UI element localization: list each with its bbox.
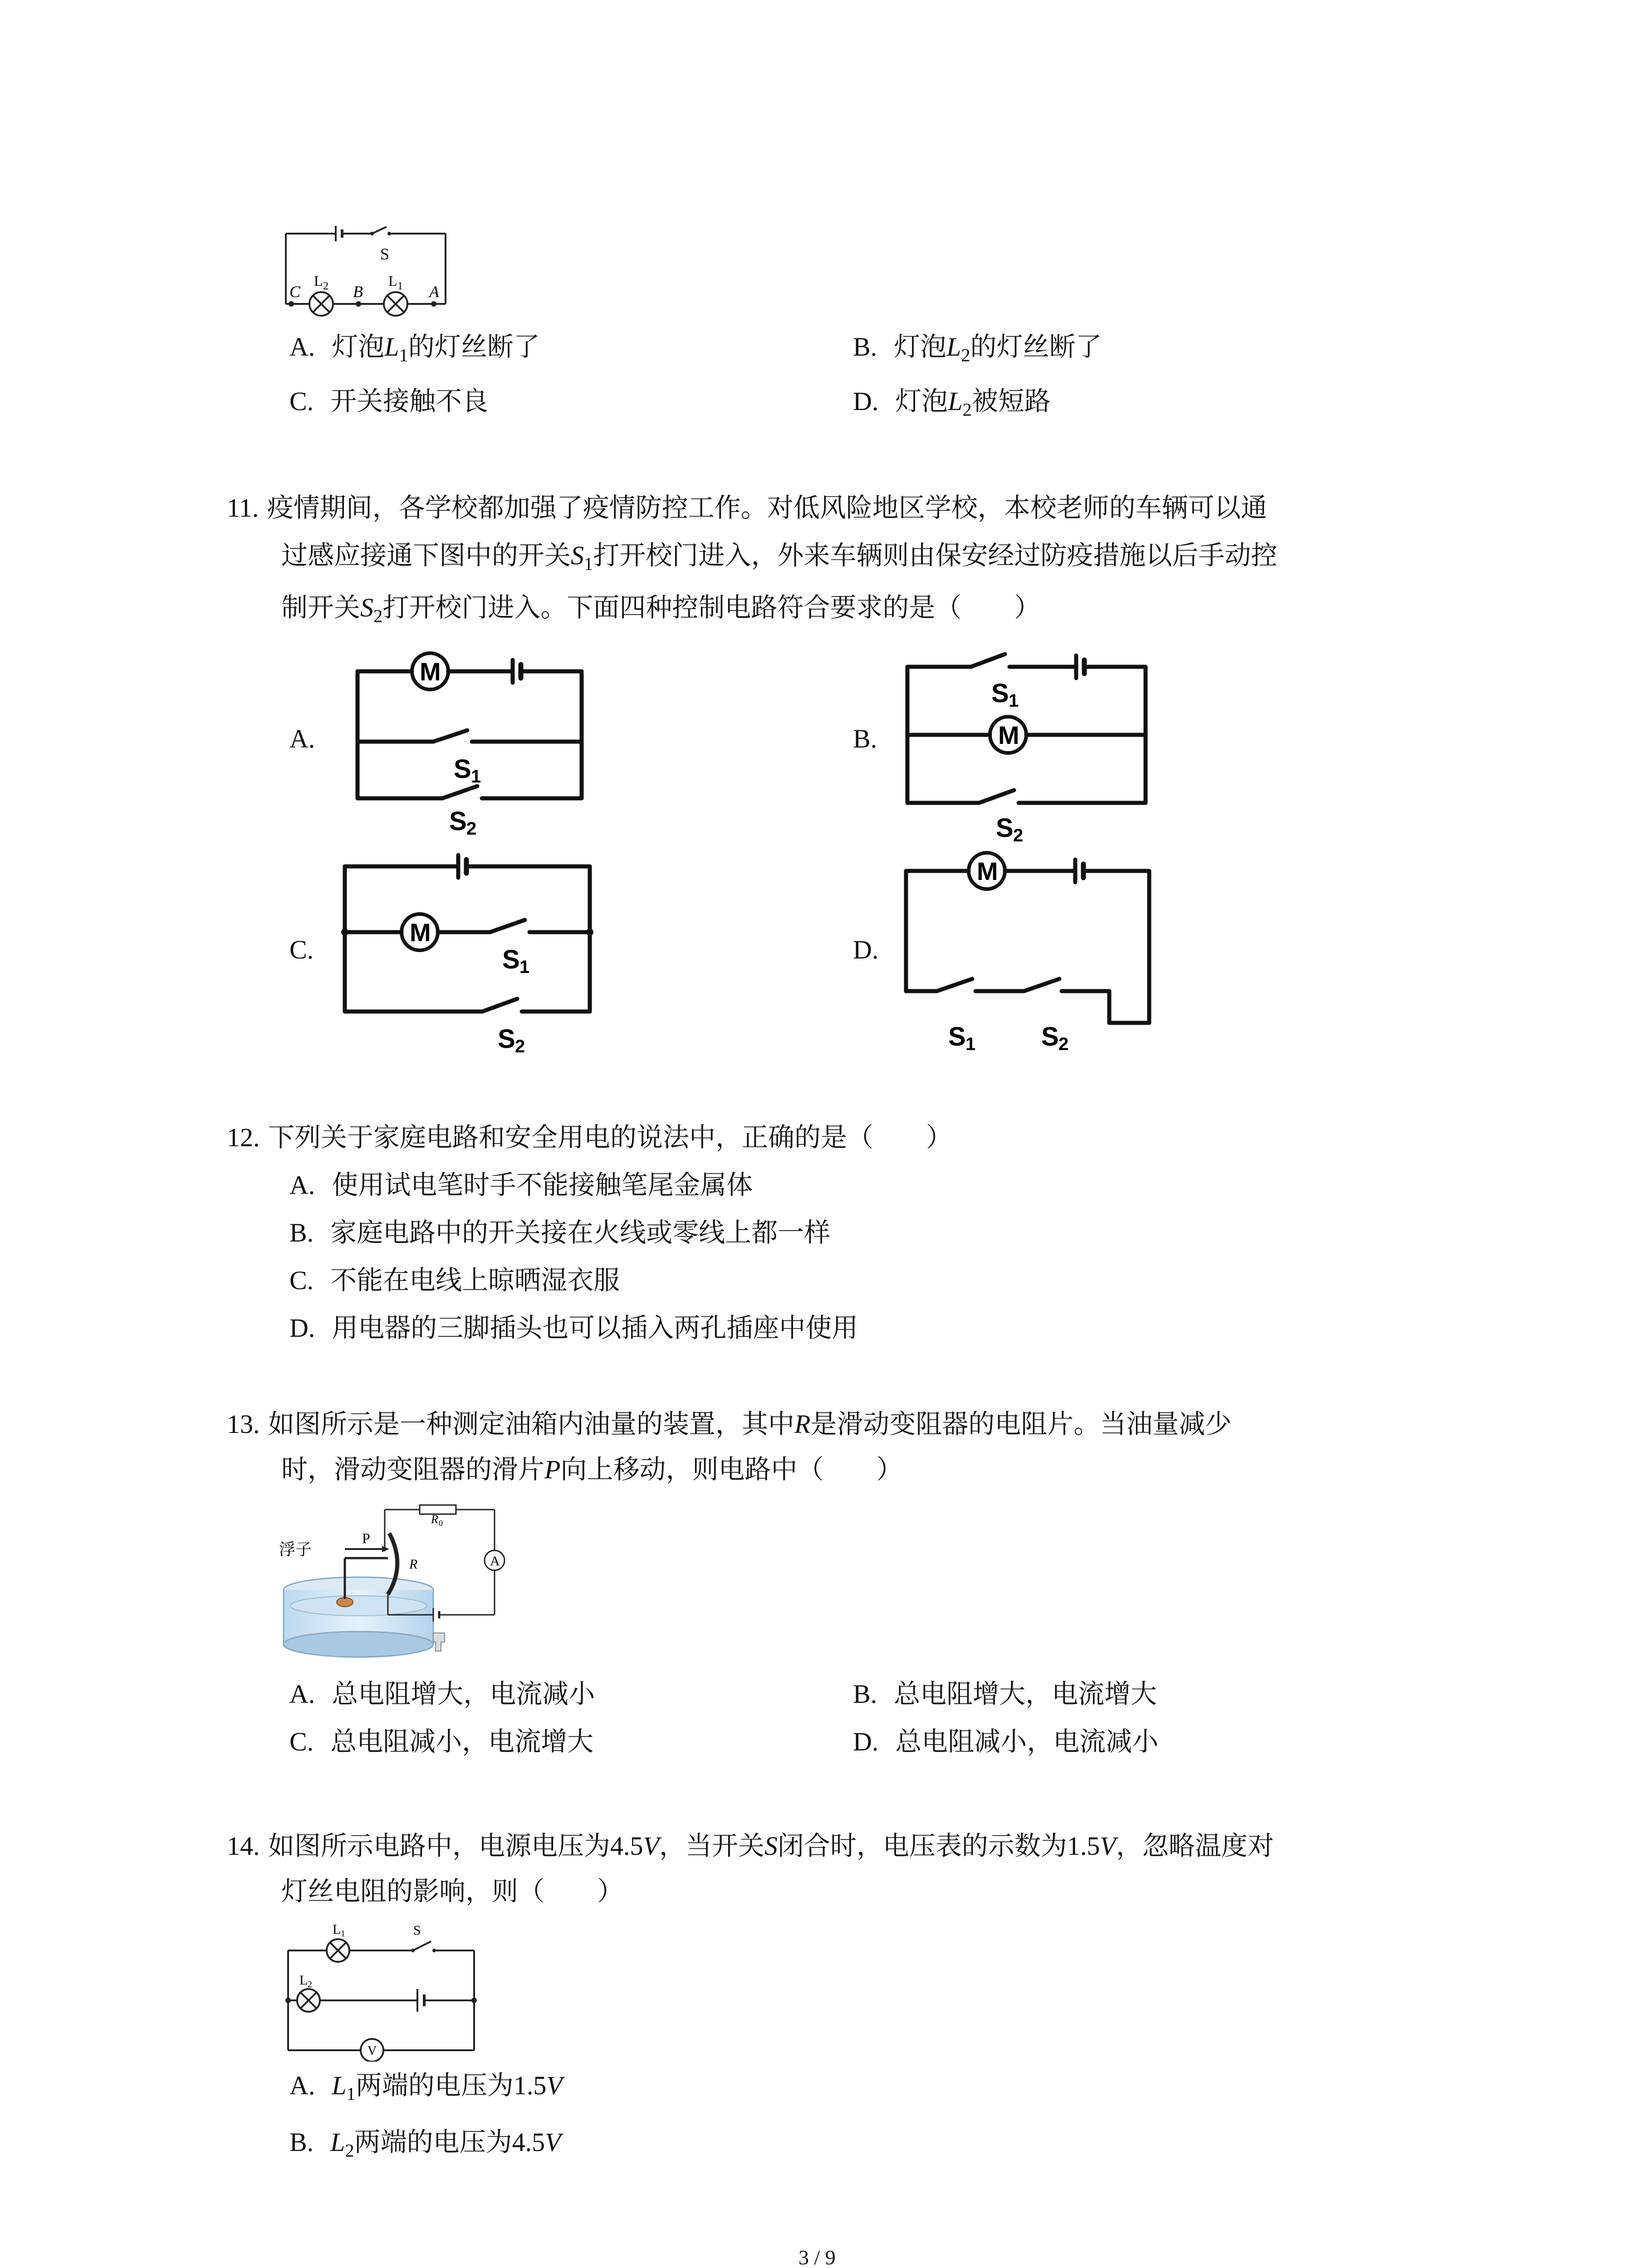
q14-option-a[interactable] <box>289 2072 563 2103</box>
q11-circuit-c <box>338 844 601 1057</box>
option-text: 总电阻增大，电流减小 <box>332 1678 595 1709</box>
stem-text: ，忽略温度对 <box>1116 1830 1274 1861</box>
q13-option-c[interactable] <box>289 1728 593 1755</box>
stem-sub: 1 <box>584 553 593 574</box>
q10-label-l1: L <box>388 273 397 289</box>
option-label: B. <box>289 1218 314 1247</box>
q10-label-l2-sub: 2 <box>323 280 328 292</box>
option-label: D. <box>853 386 879 416</box>
stem-text: ，当开关 <box>659 1830 764 1861</box>
option-var: L <box>332 2071 347 2100</box>
q14-stem-line2 <box>281 1878 623 1904</box>
resistor-r0-sub: 0 <box>439 1519 443 1528</box>
q10-label-s: S <box>380 245 390 263</box>
motor-label: M <box>410 918 431 947</box>
option-label: C. <box>289 1727 314 1756</box>
option-sub: 1 <box>399 345 408 366</box>
option-label: C. <box>289 1266 314 1295</box>
stem-text: 打开校门进入。下面四种控制电路符合要求的是（ ） <box>382 592 1041 623</box>
lamp-l2-sub: 2 <box>308 1980 312 1989</box>
stem-var: R <box>794 1409 811 1439</box>
option-label: A. <box>289 2071 315 2100</box>
q12-option-c[interactable] <box>289 1267 620 1294</box>
switch-s1-label: S <box>502 945 520 974</box>
option-label: B. <box>289 2127 314 2157</box>
lamp-l1-sub: 1 <box>341 1929 345 1939</box>
switch-s2-label: S <box>449 807 467 835</box>
option-text: 总电阻减小，电流增大 <box>330 1726 594 1757</box>
option-text: 的灯丝断了 <box>970 331 1102 362</box>
option-sub: 2 <box>961 345 970 366</box>
q13-option-b[interactable] <box>853 1678 1157 1709</box>
option-text: 使用试电笔时手不能接触笔尾金属体 <box>332 1169 753 1200</box>
q11-option-b[interactable]: B. <box>853 724 877 753</box>
switch-s1-label: S <box>991 679 1009 708</box>
switch-s2-label: S <box>1041 1022 1059 1051</box>
stem-text: 向上移动，则电路中（ ） <box>560 1454 903 1485</box>
stem-sub: 2 <box>373 606 383 626</box>
question-number: 12. <box>227 1123 260 1152</box>
question-number: 13. <box>227 1409 260 1439</box>
q13-option-d[interactable] <box>853 1728 1158 1755</box>
stem-value: 4.5 <box>610 1831 643 1861</box>
option-text: 两端的电压为 <box>354 2126 512 2157</box>
option-text: 家庭电路中的开关接在火线或零线上都一样 <box>330 1217 831 1248</box>
option-text: 灯泡 <box>894 331 947 362</box>
option-unit: V <box>545 2127 561 2157</box>
q10-option-b[interactable] <box>853 333 1102 365</box>
switch-s2-sub: 2 <box>1013 826 1024 844</box>
switch-s2-label: S <box>996 813 1014 843</box>
stem-text: 下列关于家庭电路和安全用电的说法中，正确的是（ ） <box>268 1122 952 1153</box>
option-unit: V <box>546 2071 563 2100</box>
q14-stem-line1 <box>227 1830 1274 1861</box>
q13-option-a[interactable] <box>289 1678 595 1709</box>
switch-s-label: S <box>413 1923 421 1938</box>
switch-s1-label: S <box>454 754 471 784</box>
stem-var: S <box>360 593 374 622</box>
q13-stem-line1 <box>227 1408 1232 1439</box>
switch-s2-label: S <box>498 1024 515 1054</box>
oil-tank <box>284 1577 445 1657</box>
option-text: 不能在电线上晾晒湿衣服 <box>330 1265 620 1295</box>
option-sub: 2 <box>962 399 972 420</box>
q10-circuit-diagram <box>281 213 454 322</box>
switch-s2-sub: 2 <box>466 819 477 835</box>
q12-option-d[interactable] <box>289 1312 858 1343</box>
switch-s2-sub: 2 <box>1058 1034 1069 1054</box>
q11-circuit-a <box>349 644 594 835</box>
q10-option-a[interactable] <box>289 333 540 365</box>
option-value: 4.5 <box>512 2127 545 2157</box>
float-label: 浮子 <box>279 1540 312 1559</box>
option-text: 灯泡 <box>895 386 948 416</box>
q11-option-c[interactable]: C. <box>289 935 314 964</box>
option-label: D. <box>289 1313 315 1343</box>
option-var: L <box>330 2127 345 2157</box>
motor-label: M <box>998 721 1019 749</box>
stem-var: S <box>764 1831 778 1861</box>
stem-text: 打开校门进入，外来车辆则由保安经过防疫措施以后手动控 <box>593 540 1278 571</box>
option-text: 开关接触不良 <box>330 386 489 416</box>
q12-option-b[interactable] <box>289 1219 830 1246</box>
lamp-l2-label: L <box>299 1973 308 1988</box>
option-label: C. <box>289 386 314 416</box>
switch-s1-sub: 1 <box>1009 691 1019 711</box>
option-label: A. <box>289 332 315 362</box>
q10-option-d[interactable] <box>853 388 1051 419</box>
stem-text: 闭合时，电压表的示数为 <box>777 1830 1067 1861</box>
stem-unit: V <box>1100 1831 1116 1861</box>
q11-circuit-b <box>903 644 1157 844</box>
option-var: L <box>384 332 399 362</box>
stem-text: 是滑动变阻器的电阻片。当油量减少 <box>810 1408 1232 1439</box>
q10-label-a: A <box>429 283 439 301</box>
question-number: 14. <box>227 1831 260 1861</box>
option-label: A. <box>289 1170 315 1200</box>
stem-var: P <box>544 1455 561 1484</box>
q11-option-d[interactable]: D. <box>853 935 879 964</box>
option-label: A. <box>289 1679 315 1709</box>
option-text: 两端的电压为 <box>355 2070 514 2101</box>
option-var: L <box>948 386 963 416</box>
stem-text: 灯丝电阻的影响，则（ ） <box>281 1876 624 1906</box>
stem-text: 制开关 <box>281 592 361 623</box>
stem-text: 时，滑动变阻器的滑片 <box>281 1454 545 1485</box>
switch-s1-sub: 1 <box>965 1034 976 1054</box>
q10-option-c[interactable] <box>289 388 488 415</box>
switch-s2-sub: 2 <box>515 1036 525 1056</box>
q14-option-b[interactable] <box>289 2126 561 2161</box>
lamp-l1-label: L <box>333 1922 341 1937</box>
option-sub: 1 <box>346 2083 356 2104</box>
switch-s1-sub: 1 <box>471 767 481 787</box>
q10-label-l1-sub: 1 <box>397 280 403 292</box>
q11-stem-line1 <box>227 494 1267 521</box>
slider-p-label: P <box>362 1530 370 1546</box>
option-text: 总电阻减小，电流减小 <box>895 1726 1159 1757</box>
q11-stem-line3 <box>281 594 1040 626</box>
q13-fuel-gauge-diagram <box>277 1497 531 1669</box>
resistor-r-label: R <box>409 1557 418 1572</box>
stem-value: 1.5 <box>1067 1831 1100 1861</box>
page-number: 3 / 9 <box>798 2246 836 2268</box>
option-sub: 2 <box>345 2140 354 2161</box>
stem-text: 疫情期间，各学校都加强了疫情防控工作。对低风险地区学校，本校老师的车辆可以通 <box>267 492 1267 523</box>
q12-stem <box>227 1124 952 1151</box>
option-text: 被短路 <box>971 386 1051 416</box>
motor-label: M <box>977 857 998 885</box>
stem-text: 如图所示是一种测定油箱内油量的装置，其中 <box>268 1408 794 1439</box>
option-var: L <box>946 332 961 362</box>
question-number: 11. <box>227 493 259 523</box>
option-text: 的灯丝断了 <box>408 331 540 362</box>
q11-option-a[interactable]: A. <box>289 724 315 753</box>
switch-s1-label: S <box>948 1022 966 1051</box>
q11-stem-line2 <box>281 542 1277 573</box>
motor-label: M <box>420 657 441 686</box>
stem-var: S <box>571 541 584 570</box>
q11-circuit-d <box>901 844 1164 1057</box>
option-text: 用电器的三脚插头也可以插入两孔插座中使用 <box>332 1312 858 1343</box>
q12-option-a[interactable] <box>289 1169 753 1200</box>
voltmeter-label: V <box>367 2044 377 2058</box>
stem-text: 如图所示电路中，电源电压为 <box>268 1830 610 1861</box>
resistor-r0-label: R <box>431 1513 438 1526</box>
ammeter-label: A <box>490 1554 500 1569</box>
q10-label-b: B <box>353 283 363 301</box>
q10-label-l2: L <box>314 273 323 289</box>
option-label: B. <box>853 1679 877 1709</box>
switch-s1-sub: 1 <box>519 957 530 977</box>
stem-unit: V <box>643 1831 659 1861</box>
q13-stem-line2 <box>281 1456 902 1483</box>
option-label: B. <box>853 332 877 362</box>
q10-label-c: C <box>289 283 301 301</box>
option-label: D. <box>853 1727 879 1756</box>
stem-text: 过感应接通下图中的开关 <box>281 540 571 571</box>
option-value: 1.5 <box>513 2071 547 2100</box>
q14-circuit-diagram <box>279 1916 488 2062</box>
option-text: 总电阻增大，电流增大 <box>894 1678 1157 1709</box>
option-text: 灯泡 <box>332 331 385 362</box>
